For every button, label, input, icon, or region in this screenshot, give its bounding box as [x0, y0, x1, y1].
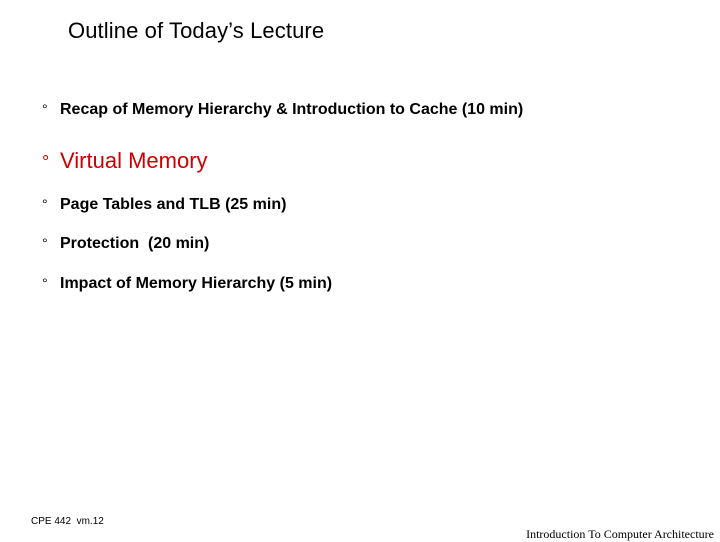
bullet-item-highlighted	[42, 148, 208, 174]
bullet-text: Impact of Memory Hierarchy (5 min)	[60, 275, 333, 292]
footer-course-code: CPE 442 vm.12	[31, 516, 104, 527]
bullet-item	[42, 235, 209, 253]
bullet-item	[42, 275, 332, 293]
bullet-text: Page Tables and TLB (25 min)	[60, 196, 287, 213]
bullet-text: Recap of Memory Hierarchy & Introduction to Cache (10 min)	[60, 101, 524, 118]
bullet-text: Protection (20 min)	[60, 235, 210, 252]
bullet-marker: °	[42, 275, 48, 291]
bullet-marker: °	[42, 152, 50, 172]
bullet-text: Virtual Memory	[60, 148, 208, 173]
slide-title: Outline of Today’s Lecture	[68, 18, 325, 43]
bullet-marker: °	[42, 196, 48, 212]
bullet-item	[42, 101, 523, 119]
bullet-item	[42, 196, 286, 214]
bullet-marker: °	[42, 235, 48, 251]
bullet-marker: °	[42, 101, 48, 117]
footer-course-title: Introduction To Computer Architecture	[526, 527, 714, 541]
